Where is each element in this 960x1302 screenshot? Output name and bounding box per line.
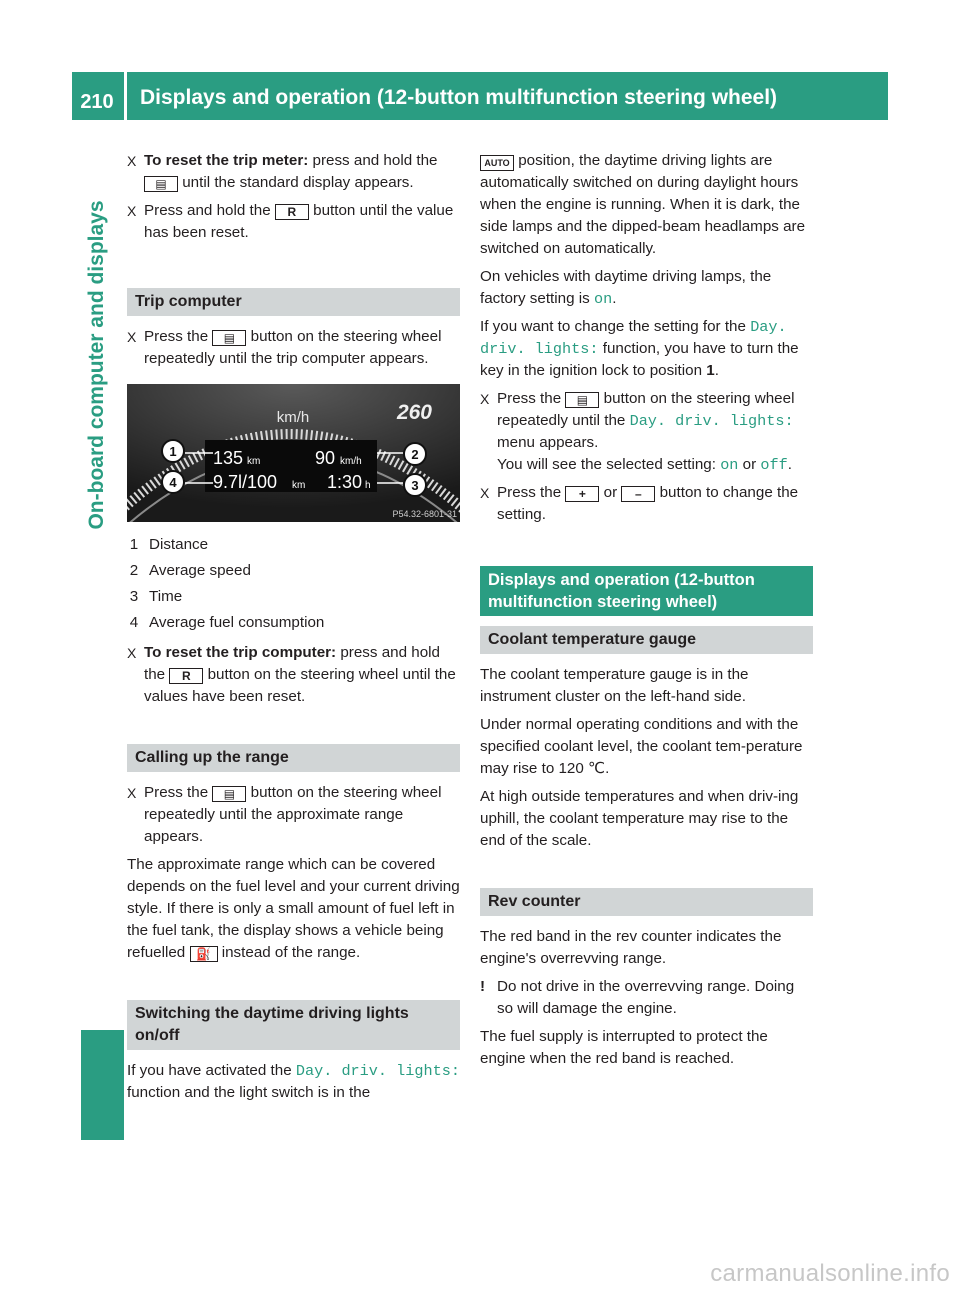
time-unit: h	[365, 480, 371, 491]
legend-item: 2 Average speed	[129, 562, 251, 579]
reset-button-icon: R	[275, 204, 309, 220]
minus-icon: –	[621, 486, 655, 502]
section-heading-displays-operation: Displays and operation (12-button multifunction steering wheel)	[480, 566, 813, 616]
bullet-icon: X	[480, 485, 490, 501]
range-paragraph: The approximate range which can be covered depends on the fuel level and your current driving style. If there is only a small amount of fuel left in the fuel tank, the display shows a vehicle being refuelled ⛽ instead of the range.	[127, 856, 460, 961]
coolant-paragraph-3: At high outside temperatures and when driv-ing uphill, the coolant temperature may rise to the end of the scale.	[480, 788, 799, 849]
trip-computer-reset-step: X To reset the trip computer: press and hold the R button on the steering wheel until the values have been reset.	[127, 644, 456, 705]
rev-paragraph-1: The red band in the rev counter indicates the engine's overrevving range.	[480, 928, 782, 967]
warning-note: ! Do not drive in the overrevving range. Doing so will damage the engine.	[480, 978, 795, 1017]
side-tab-marker	[81, 1030, 124, 1140]
rev-paragraph-2: The fuel supply is interrupted to protect the engine when the red band is reached.	[480, 1028, 768, 1067]
callout-1	[162, 440, 184, 462]
distance-value: 135	[213, 448, 244, 468]
watermark: carmanualsonline.info	[710, 1260, 950, 1287]
section-heading-trip-computer: Trip computer	[127, 288, 460, 316]
trip-computer-step: X Press the ▤ button on the steering wheel repeatedly until the trip computer appears.	[127, 328, 442, 367]
consumption-unit: km	[292, 480, 306, 491]
display-button-icon: ▤	[212, 330, 246, 346]
warning-icon: !	[480, 978, 486, 995]
bullet-icon: X	[127, 785, 137, 801]
speed-unit-label: km/h	[276, 409, 310, 426]
bullet-icon: X	[127, 203, 137, 219]
trip-computer-figure	[127, 384, 460, 522]
menu-code-day-driv-lights: Day. driv. lights:	[295, 1062, 460, 1080]
legend-item: 4 Average fuel consumption	[129, 614, 325, 631]
factory-setting-paragraph: On vehicles with daytime driving lamps, the factory setting is on.	[480, 268, 772, 308]
left-column	[127, 150, 460, 1110]
daytime-paragraph: If you have activated the Day. driv. lights: function and the light switch is in the	[127, 1062, 460, 1101]
instrument-cluster-illustration	[127, 384, 460, 522]
section-heading-range: Calling up the range	[127, 744, 460, 772]
svg-text:1: 1	[169, 444, 177, 459]
trip-meter-reset-step: X To reset the trip meter: press and hold the ▤ until the standard display appears.	[127, 152, 438, 191]
svg-text:2: 2	[411, 447, 419, 462]
page-number: 210	[80, 91, 114, 113]
section-heading-daytime-lights: Switching the daytime driving lights on/off	[127, 1000, 460, 1050]
bullet-icon: X	[480, 391, 490, 407]
bullet-icon: X	[127, 153, 137, 169]
callout-3	[404, 474, 426, 496]
figure-reference: P54.32-6801-31	[392, 509, 457, 519]
daytime-change-step: X Press the + or – button to change the setting.	[480, 484, 799, 523]
side-tab-label: On-board computer and displays	[85, 200, 108, 530]
display-button-icon: ▤	[565, 392, 599, 408]
coolant-paragraph-1: The coolant temperature gauge is in the instrument cluster on the left-hand side.	[480, 666, 749, 705]
section-heading-rev-counter: Rev counter	[480, 888, 813, 916]
legend-item: 3 Time	[129, 588, 183, 605]
distance-unit: km	[247, 456, 261, 467]
callout-4	[162, 471, 184, 493]
header-divider	[124, 72, 127, 120]
avg-speed-value: 90	[315, 448, 336, 468]
auto-icon: AUTO	[480, 155, 514, 171]
change-setting-paragraph: If you want to change the setting for the Day. driv. lights: function, you have to turn the key in the ignition lock to position 1.	[480, 318, 799, 379]
page-title: Displays and operation (12-button multifunction steering wheel)	[140, 86, 778, 109]
svg-text:3: 3	[411, 478, 419, 493]
legend-item: 1 Distance	[129, 536, 209, 553]
fuel-pump-icon: ⛽	[190, 946, 218, 962]
range-step: X Press the ▤ button on the steering wheel repeatedly until the approximate range appears.	[127, 784, 442, 845]
display-button-icon: ▤	[144, 176, 178, 192]
display-button-icon: ▤	[212, 786, 246, 802]
callout-2	[404, 443, 426, 465]
press-reset-step: X Press and hold the R button until the value has been reset.	[127, 202, 454, 241]
right-column	[480, 150, 813, 1076]
reset-button-icon: R	[169, 668, 203, 684]
plus-icon: +	[565, 486, 599, 502]
daytime-continued-paragraph: AUTO position, the daytime driving lights are automatically switched on during daylight hours when the engine is running. When it is dark, the side lamps and the dipped-beam headlamps are switched on automatically.	[480, 152, 806, 257]
consumption-value: 9.7l/100	[213, 472, 278, 492]
max-speed-label: 260	[396, 401, 432, 424]
avg-speed-unit: km/h	[340, 456, 362, 467]
section-heading-coolant: Coolant temperature gauge	[480, 626, 813, 654]
side-tab	[70, 130, 124, 1140]
time-value: 1:30	[327, 472, 363, 492]
daytime-menu-step: X Press the ▤ button on the steering wheel repeatedly until the Day. driv. lights: menu appears. You will see the selected setting: on or off.	[480, 390, 795, 474]
coolant-paragraph-2: Under normal operating conditions and with the specified coolant level, the coolant tem-perature may rise to 120 ℃.	[480, 716, 803, 777]
svg-text:4: 4	[169, 475, 177, 490]
bullet-icon: X	[127, 329, 137, 345]
bullet-icon: X	[127, 645, 137, 661]
